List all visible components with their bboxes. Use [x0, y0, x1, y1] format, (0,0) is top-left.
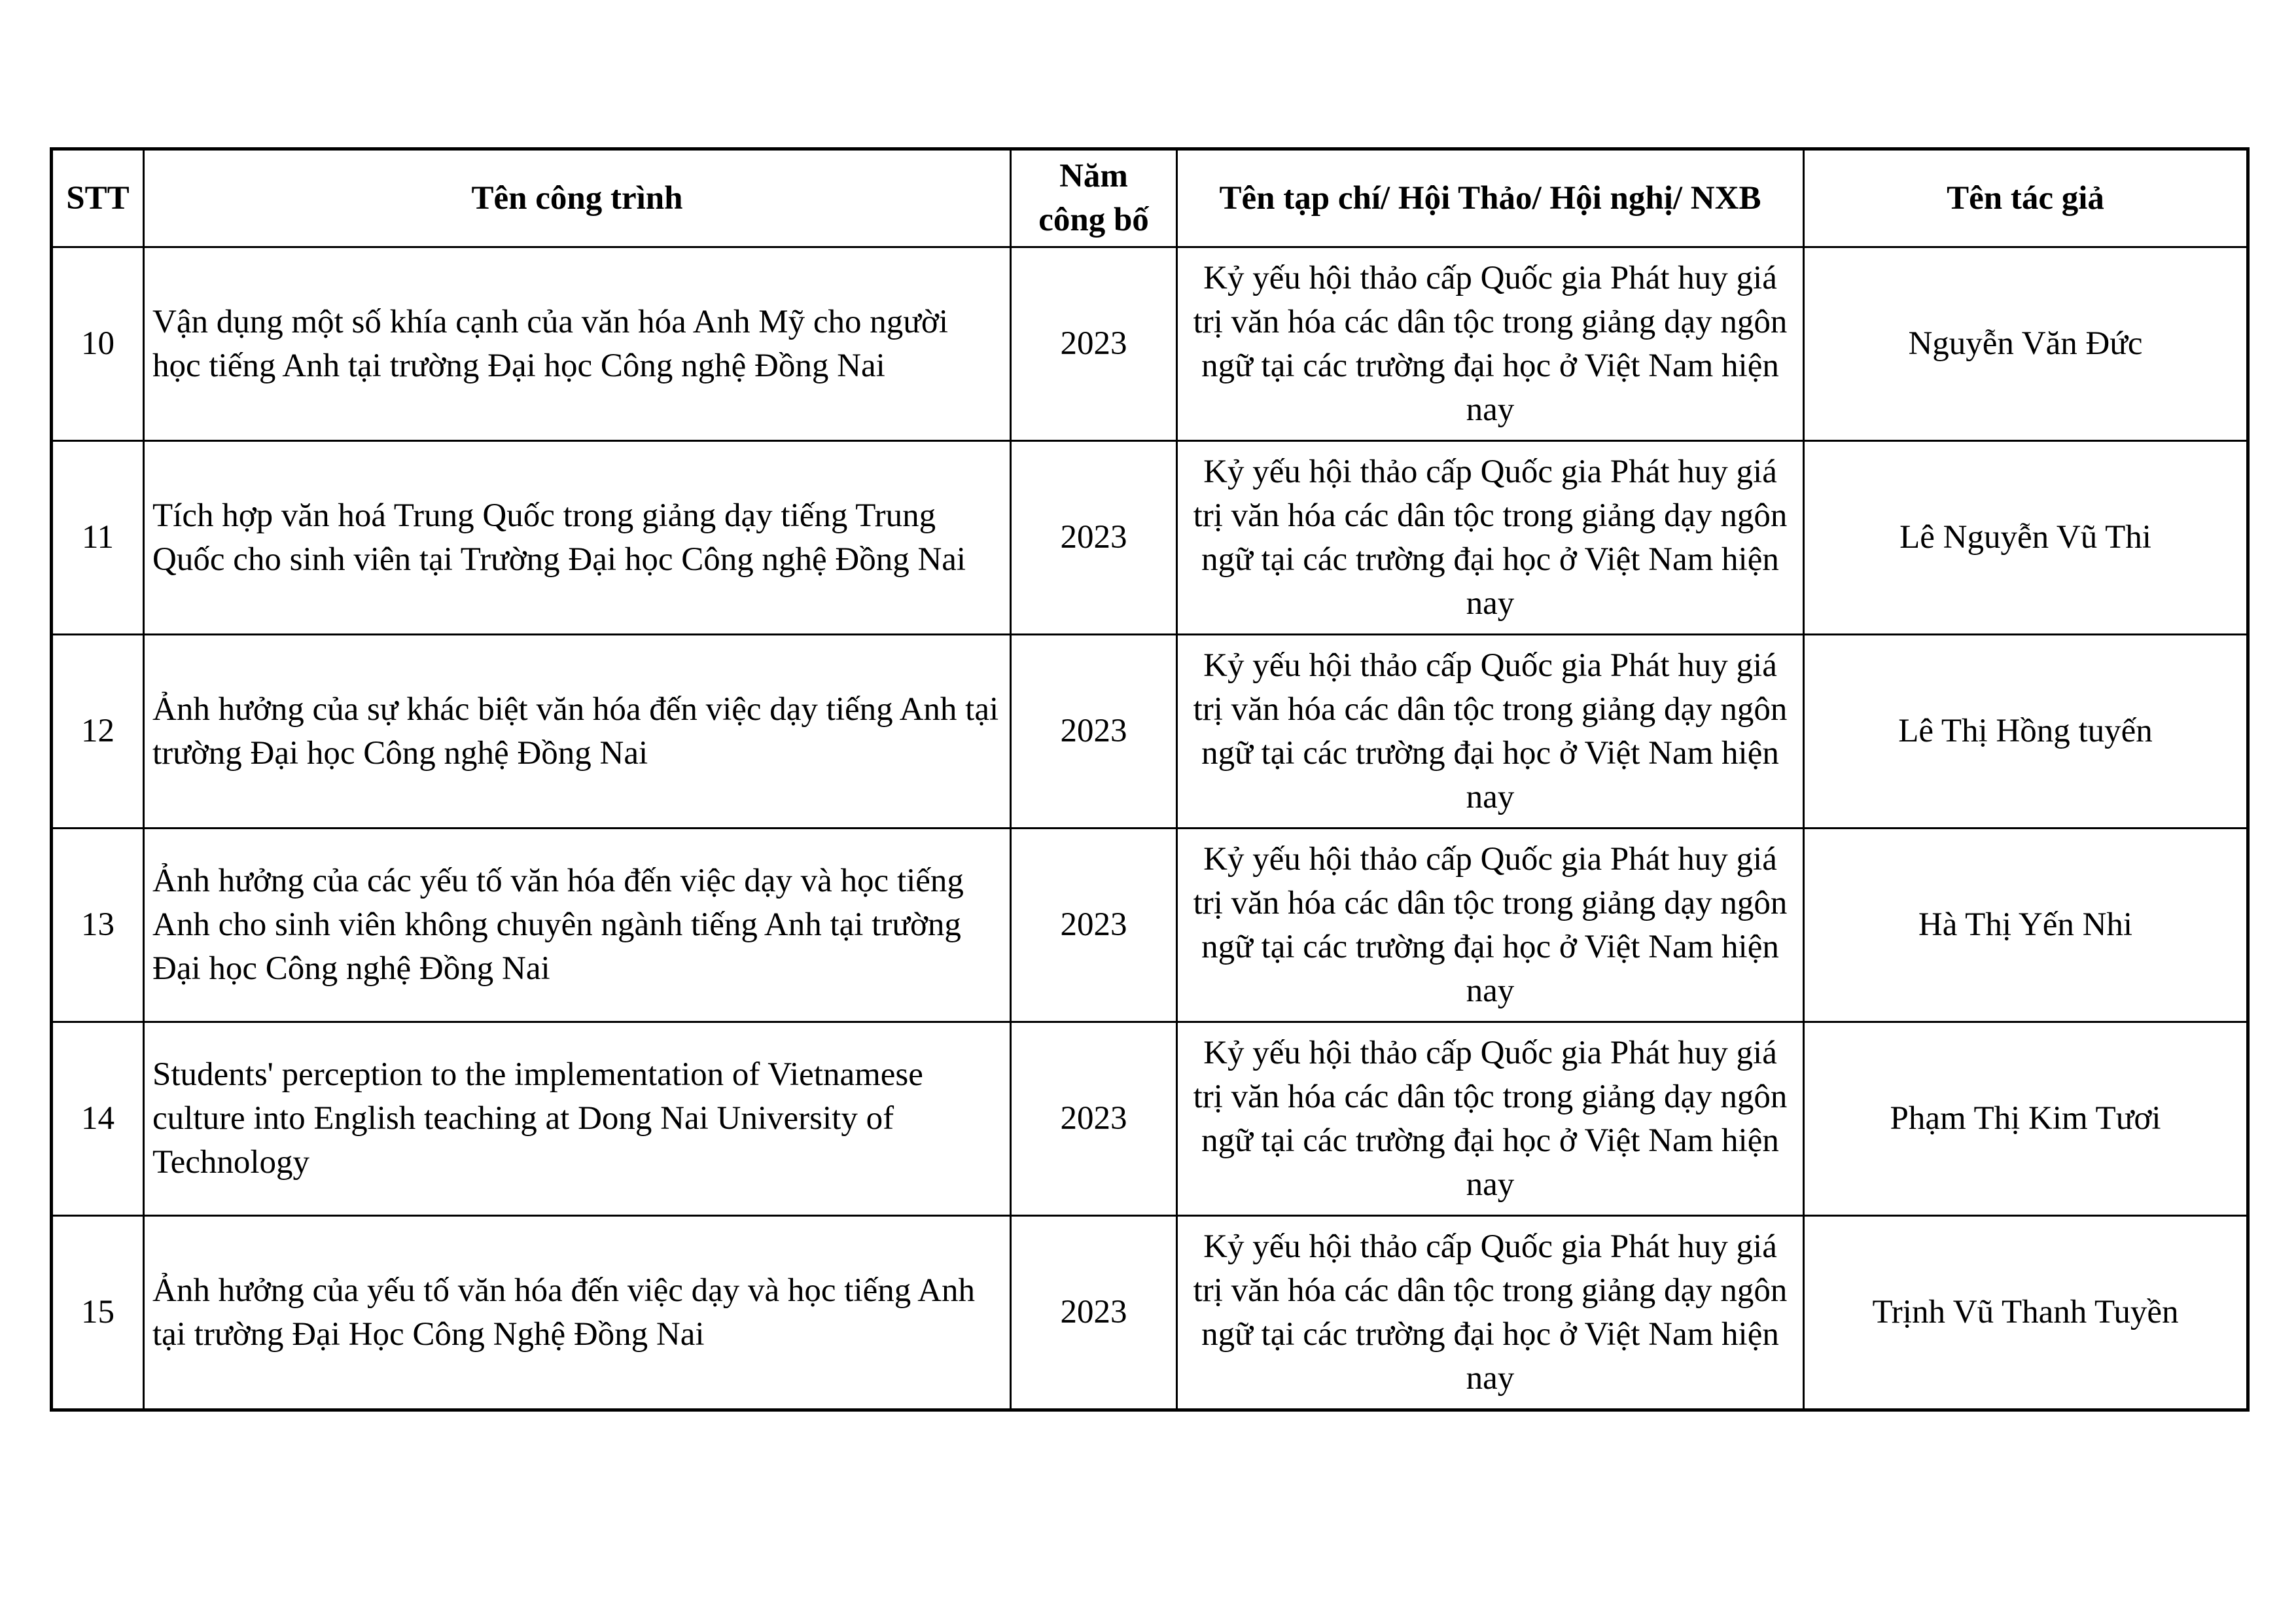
cell-venue: Kỷ yếu hội thảo cấp Quốc gia Phát huy giá trị văn hóa các dân tộc trong giảng dạy ngôn ngữ tại các trường đại học ở Việt Nam hiện nay — [1177, 1216, 1804, 1410]
table-row — [52, 441, 2248, 635]
cell-venue: Kỷ yếu hội thảo cấp Quốc gia Phát huy giá trị văn hóa các dân tộc trong giảng dạy ngôn ngữ tại các trường đại học ở Việt Nam hiện nay — [1177, 247, 1804, 441]
cell-year: 2023 — [1011, 635, 1177, 829]
cell-author: Lê Nguyễn Vũ Thi — [1804, 441, 2248, 635]
table-row — [52, 247, 2248, 441]
cell-year: 2023 — [1011, 247, 1177, 441]
cell-venue: Kỷ yếu hội thảo cấp Quốc gia Phát huy giá trị văn hóa các dân tộc trong giảng dạy ngôn ngữ tại các trường đại học ở Việt Nam hiện nay — [1177, 635, 1804, 829]
header-title: Tên công trình — [144, 149, 1011, 247]
cell-title: Ảnh hưởng của yếu tố văn hóa đến việc dạy và học tiếng Anh tại trường Đại Học Công Nghệ Đồng Nai — [144, 1216, 1011, 1410]
table-row — [52, 829, 2248, 1022]
header-year-line2: công bố — [1038, 202, 1149, 238]
cell-stt: 11 — [52, 441, 144, 635]
cell-stt: 13 — [52, 829, 144, 1022]
header-venue: Tên tạp chí/ Hội Thảo/ Hội nghị/ NXB — [1177, 149, 1804, 247]
cell-title: Vận dụng một số khía cạnh của văn hóa Anh Mỹ cho người học tiếng Anh tại trường Đại học Công nghệ Đồng Nai — [144, 247, 1011, 441]
cell-author: Phạm Thị Kim Tươi — [1804, 1022, 2248, 1216]
cell-year: 2023 — [1011, 829, 1177, 1022]
cell-stt: 10 — [52, 247, 144, 441]
cell-year: 2023 — [1011, 441, 1177, 635]
cell-stt: 12 — [52, 635, 144, 829]
cell-title: Students' perception to the implementation of Vietnamese culture into English teaching at Dong Nai University of Technology — [144, 1022, 1011, 1216]
cell-title: Ảnh hưởng của các yếu tố văn hóa đến việc dạy và học tiếng Anh cho sinh viên không chuyên ngành tiếng Anh tại trường Đại học Công nghệ Đồng Nai — [144, 829, 1011, 1022]
cell-year: 2023 — [1011, 1216, 1177, 1410]
cell-author: Hà Thị Yến Nhi — [1804, 829, 2248, 1022]
cell-venue: Kỷ yếu hội thảo cấp Quốc gia Phát huy giá trị văn hóa các dân tộc trong giảng dạy ngôn ngữ tại các trường đại học ở Việt Nam hiện nay — [1177, 829, 1804, 1022]
cell-title: Tích hợp văn hoá Trung Quốc trong giảng dạy tiếng Trung Quốc cho sinh viên tại Trường Đại học Công nghệ Đồng Nai — [144, 441, 1011, 635]
table-row — [52, 1216, 2248, 1410]
table-row — [52, 635, 2248, 829]
table-header-row — [52, 149, 2248, 247]
header-year — [1011, 149, 1177, 247]
header-stt: STT — [52, 149, 144, 247]
cell-year: 2023 — [1011, 1022, 1177, 1216]
publications-table — [50, 147, 2250, 1412]
cell-venue: Kỷ yếu hội thảo cấp Quốc gia Phát huy giá trị văn hóa các dân tộc trong giảng dạy ngôn ngữ tại các trường đại học ở Việt Nam hiện nay — [1177, 1022, 1804, 1216]
cell-title: Ảnh hưởng của sự khác biệt văn hóa đến việc dạy tiếng Anh tại trường Đại học Công nghệ Đồng Nai — [144, 635, 1011, 829]
table-row — [52, 1022, 2248, 1216]
cell-stt: 14 — [52, 1022, 144, 1216]
header-author: Tên tác giả — [1804, 149, 2248, 247]
cell-author: Lê Thị Hồng tuyến — [1804, 635, 2248, 829]
cell-venue: Kỷ yếu hội thảo cấp Quốc gia Phát huy giá trị văn hóa các dân tộc trong giảng dạy ngôn ngữ tại các trường đại học ở Việt Nam hiện nay — [1177, 441, 1804, 635]
header-year-line1: Năm — [1059, 158, 1128, 194]
cell-author: Trịnh Vũ Thanh Tuyền — [1804, 1216, 2248, 1410]
cell-stt: 15 — [52, 1216, 144, 1410]
cell-author: Nguyễn Văn Đức — [1804, 247, 2248, 441]
